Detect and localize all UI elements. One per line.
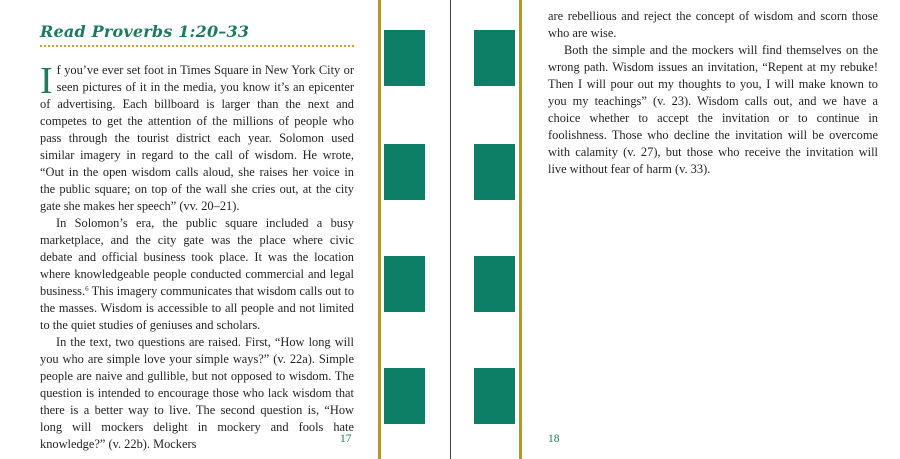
green-tab-block [474,30,515,86]
green-tab-block [474,144,515,200]
left-page [0,0,370,459]
left-body-text [40,62,354,453]
footnote-marker: 6 [85,285,89,293]
paragraph-text: f you’ve ever set foot in Times Square in New York City or seen pictures of it in the media, you know it’s an epicenter of advertising. Each billboard is larger than the next and competes to get the attention of the millions of people who pass through the tourist district each year. Solomon used similar imagery in regard to the call of wisdom. He wrote, “Out in the open wisdom calls aloud, she raises her voice in the public square; on top of the wall she cries out, at the city gate she makes her speech” (vv. 20–21). [40,63,354,213]
green-tab-block [384,144,425,200]
drop-cap: I [40,60,53,102]
paragraph [40,62,354,215]
paragraph [548,42,878,178]
green-tab-block [474,368,515,424]
gold-rule-right [519,0,522,459]
gold-rule-left [378,0,381,459]
green-tab-block [384,368,425,424]
title-dotted-rule [40,45,354,47]
paragraph-text: In Solomon’s era, the public square included a busy marketplace, and the city gate was the place where civic debate and official business took place. It was the location where knowledgeable people conducted commercial and legal business. [40,216,354,298]
section-title: Read Proverbs 1:20–33 [40,22,250,41]
spine-fold-line [450,0,451,459]
paragraph-text: Both the simple and the mockers will find themselves on the wrong path. Wisdom issues an invitation, “Repent at my rebuke! Then I will pour out my thoughts to you, I will make known to you my teachings” (v. 23). Wisdom calls out, and we have a choice whether to accept the invitation or to continue in foolishness. Those who decline the invitation will be overcome with calamity (v. 27), but those who receive the invitation will live without fear of harm (v. 33). [548,43,878,176]
paragraph-text: This imagery communicates that wisdom calls out to the masses. Wisdom is accessible to all people and not limited to the quiet studies of geniuses and scholars. [40,284,355,332]
page-number: 17 [340,433,352,445]
page-number: 18 [548,433,560,445]
right-page [530,0,900,459]
green-tab-block [384,256,425,312]
paragraph [548,8,878,42]
paragraph [40,215,354,334]
green-tab-block [384,30,425,86]
right-body-text [548,8,878,178]
paragraph [40,334,354,453]
green-tab-block [474,256,515,312]
paragraph-text: In the text, two questions are raised. First, “How long will you who are simple love your simple ways?” (v. 22a). Simple people are naive and gullible, but not opposed to wisdom. The question is intended to encourage those who lack wisdom that there is a better way to live. The second question is, “How long will mockers delight in mockery and fools hate knowledge?” (v. 22b). Mockers [40,335,354,451]
book-gutter [378,0,522,459]
paragraph-text: are rebellious and reject the concept of wisdom and scorn those who are wise. [548,9,878,40]
